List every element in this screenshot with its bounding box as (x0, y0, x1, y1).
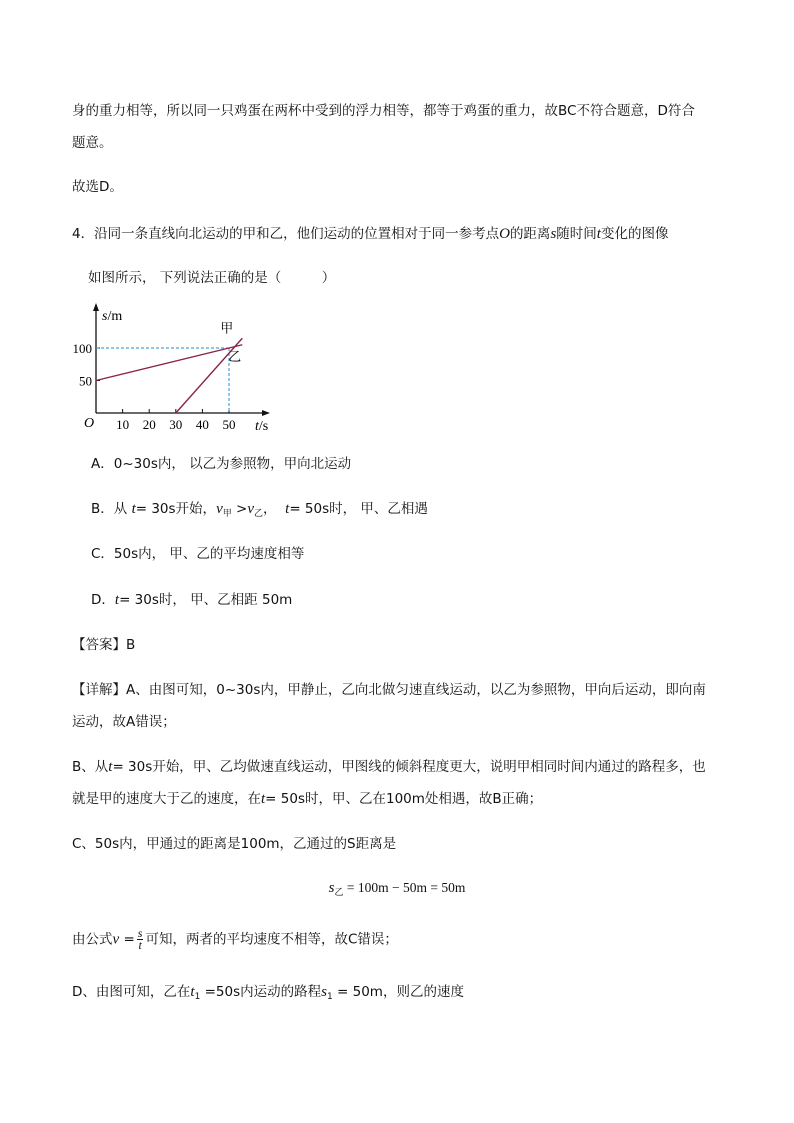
v-symbol: v (112, 931, 120, 948)
explain-text: = 30s开始，甲、乙均做速直线运动，甲图线的倾斜程度更大，说明甲相同时间内通过的路程多，也 (112, 759, 706, 775)
y-tick-label: 100 (72, 341, 92, 356)
t-symbol: t (131, 501, 136, 517)
operator: > (231, 501, 248, 517)
explain-text: D、由图可知，乙在 (72, 984, 191, 1000)
option-b-text: = 50s时， 甲、乙相遇 (289, 501, 428, 517)
series-label-jia: 甲 (220, 320, 234, 336)
t-symbol: t (596, 226, 601, 242)
option-d-text: D． (91, 592, 115, 608)
s-symbol: s (328, 880, 335, 896)
option-c: C．50s内， 甲、乙的平均速度相等 (91, 546, 305, 562)
option-b-text: ， (263, 501, 277, 517)
s-symbol: s (550, 226, 557, 242)
t-symbol: t (190, 984, 195, 1000)
origin-label: O (84, 416, 95, 431)
option-b-text: B．从 (91, 501, 128, 517)
explain-text: B、从 (72, 759, 109, 775)
option-b (91, 499, 428, 524)
t-symbol: t (108, 759, 113, 775)
formula-line (0, 878, 794, 902)
explain-text: 就是甲的速度大于乙的速度，在 (72, 791, 261, 807)
explain-line: 【详解】A、由图可知，0~30s内，甲静止，乙向北做匀速直线运动，以乙为参照物，甲向后运动，即向南 (72, 682, 706, 698)
explain-line (72, 928, 398, 951)
option-d-text: = 30s时， 甲、乙相距 50m (119, 592, 293, 608)
option-b-text: = 30s开始， (135, 501, 217, 517)
explain-text: =50s内运动的路程 (200, 984, 322, 1000)
paragraph-line: 故选D。 (72, 179, 123, 195)
paragraph-line: 身的重力相等，所以同一只鸡蛋在两杯中受到的浮力相等，都等于鸡蛋的重力，故BC不符合题意，D符合 (72, 103, 695, 119)
explain-text: = 50s时，甲、乙在100m处相遇，故B正确； (265, 791, 543, 807)
s-symbol: s (321, 984, 327, 1000)
fraction-denominator: t (138, 938, 142, 952)
question-text: 变化的图像 (600, 226, 669, 242)
fraction-numerator: s (137, 926, 143, 940)
option-a: A．0~30s内， 以乙为参照物，甲向北运动 (91, 456, 352, 472)
x-axis-arrow (262, 410, 270, 416)
t-symbol: t (114, 592, 120, 608)
explain-line: C、50s内，甲通过的距离是100m，乙通过的S距离是 (72, 836, 397, 852)
option-d (91, 590, 292, 610)
x-tick-label: 30 (169, 417, 183, 432)
y-axis-arrow (93, 303, 99, 311)
x-axis-label: t/s (255, 419, 269, 434)
subscript: 1 (194, 992, 201, 1002)
t-symbol: t (261, 791, 266, 807)
explain-line: 运动，故A错误； (72, 714, 176, 730)
subscript: 乙 (334, 887, 344, 897)
x-tick-label: 20 (142, 417, 156, 432)
series-label-yi: 乙 (228, 348, 242, 364)
x-tick-label: 10 (116, 417, 130, 432)
v-symbol: v (216, 501, 223, 517)
x-tick-label: 40 (195, 417, 209, 432)
question-text: 的距离 (509, 226, 551, 242)
paragraph-line: 题意。 (72, 135, 113, 151)
answer-line: 【答案】B (72, 637, 136, 653)
question-text: 4．沿同一条直线向北运动的甲和乙，他们运动的位置相对于同一参考点 (72, 226, 500, 242)
x-tick-label: 50 (222, 417, 236, 432)
formula-text: = 100m − 50m = 50m (343, 880, 466, 895)
y-axis-label: s/m (102, 309, 123, 324)
question-text: 随时间 (556, 226, 597, 242)
question-line: 如图所示， 下列说法正确的是（ ） (88, 270, 336, 286)
explain-line (72, 757, 706, 777)
point-o-symbol: O (499, 226, 510, 242)
explain-line (72, 982, 464, 1007)
v-symbol: v (247, 501, 255, 517)
explain-line (72, 789, 542, 809)
position-time-graph (60, 300, 290, 440)
t-symbol: t (285, 501, 290, 517)
fraction (137, 928, 144, 951)
explain-text: 可知，两者的平均速度不相等，故C错误； (145, 931, 398, 948)
explain-text: = 50m，则乙的速度 (332, 984, 464, 1000)
subscript: 1 (326, 992, 333, 1002)
subscript: 乙 (254, 509, 264, 519)
question-line (72, 224, 668, 244)
y-tick-label: 50 (79, 373, 92, 389)
operator: = (119, 931, 135, 948)
explain-text: 由公式 (72, 931, 113, 948)
subscript: 甲 (222, 509, 232, 519)
